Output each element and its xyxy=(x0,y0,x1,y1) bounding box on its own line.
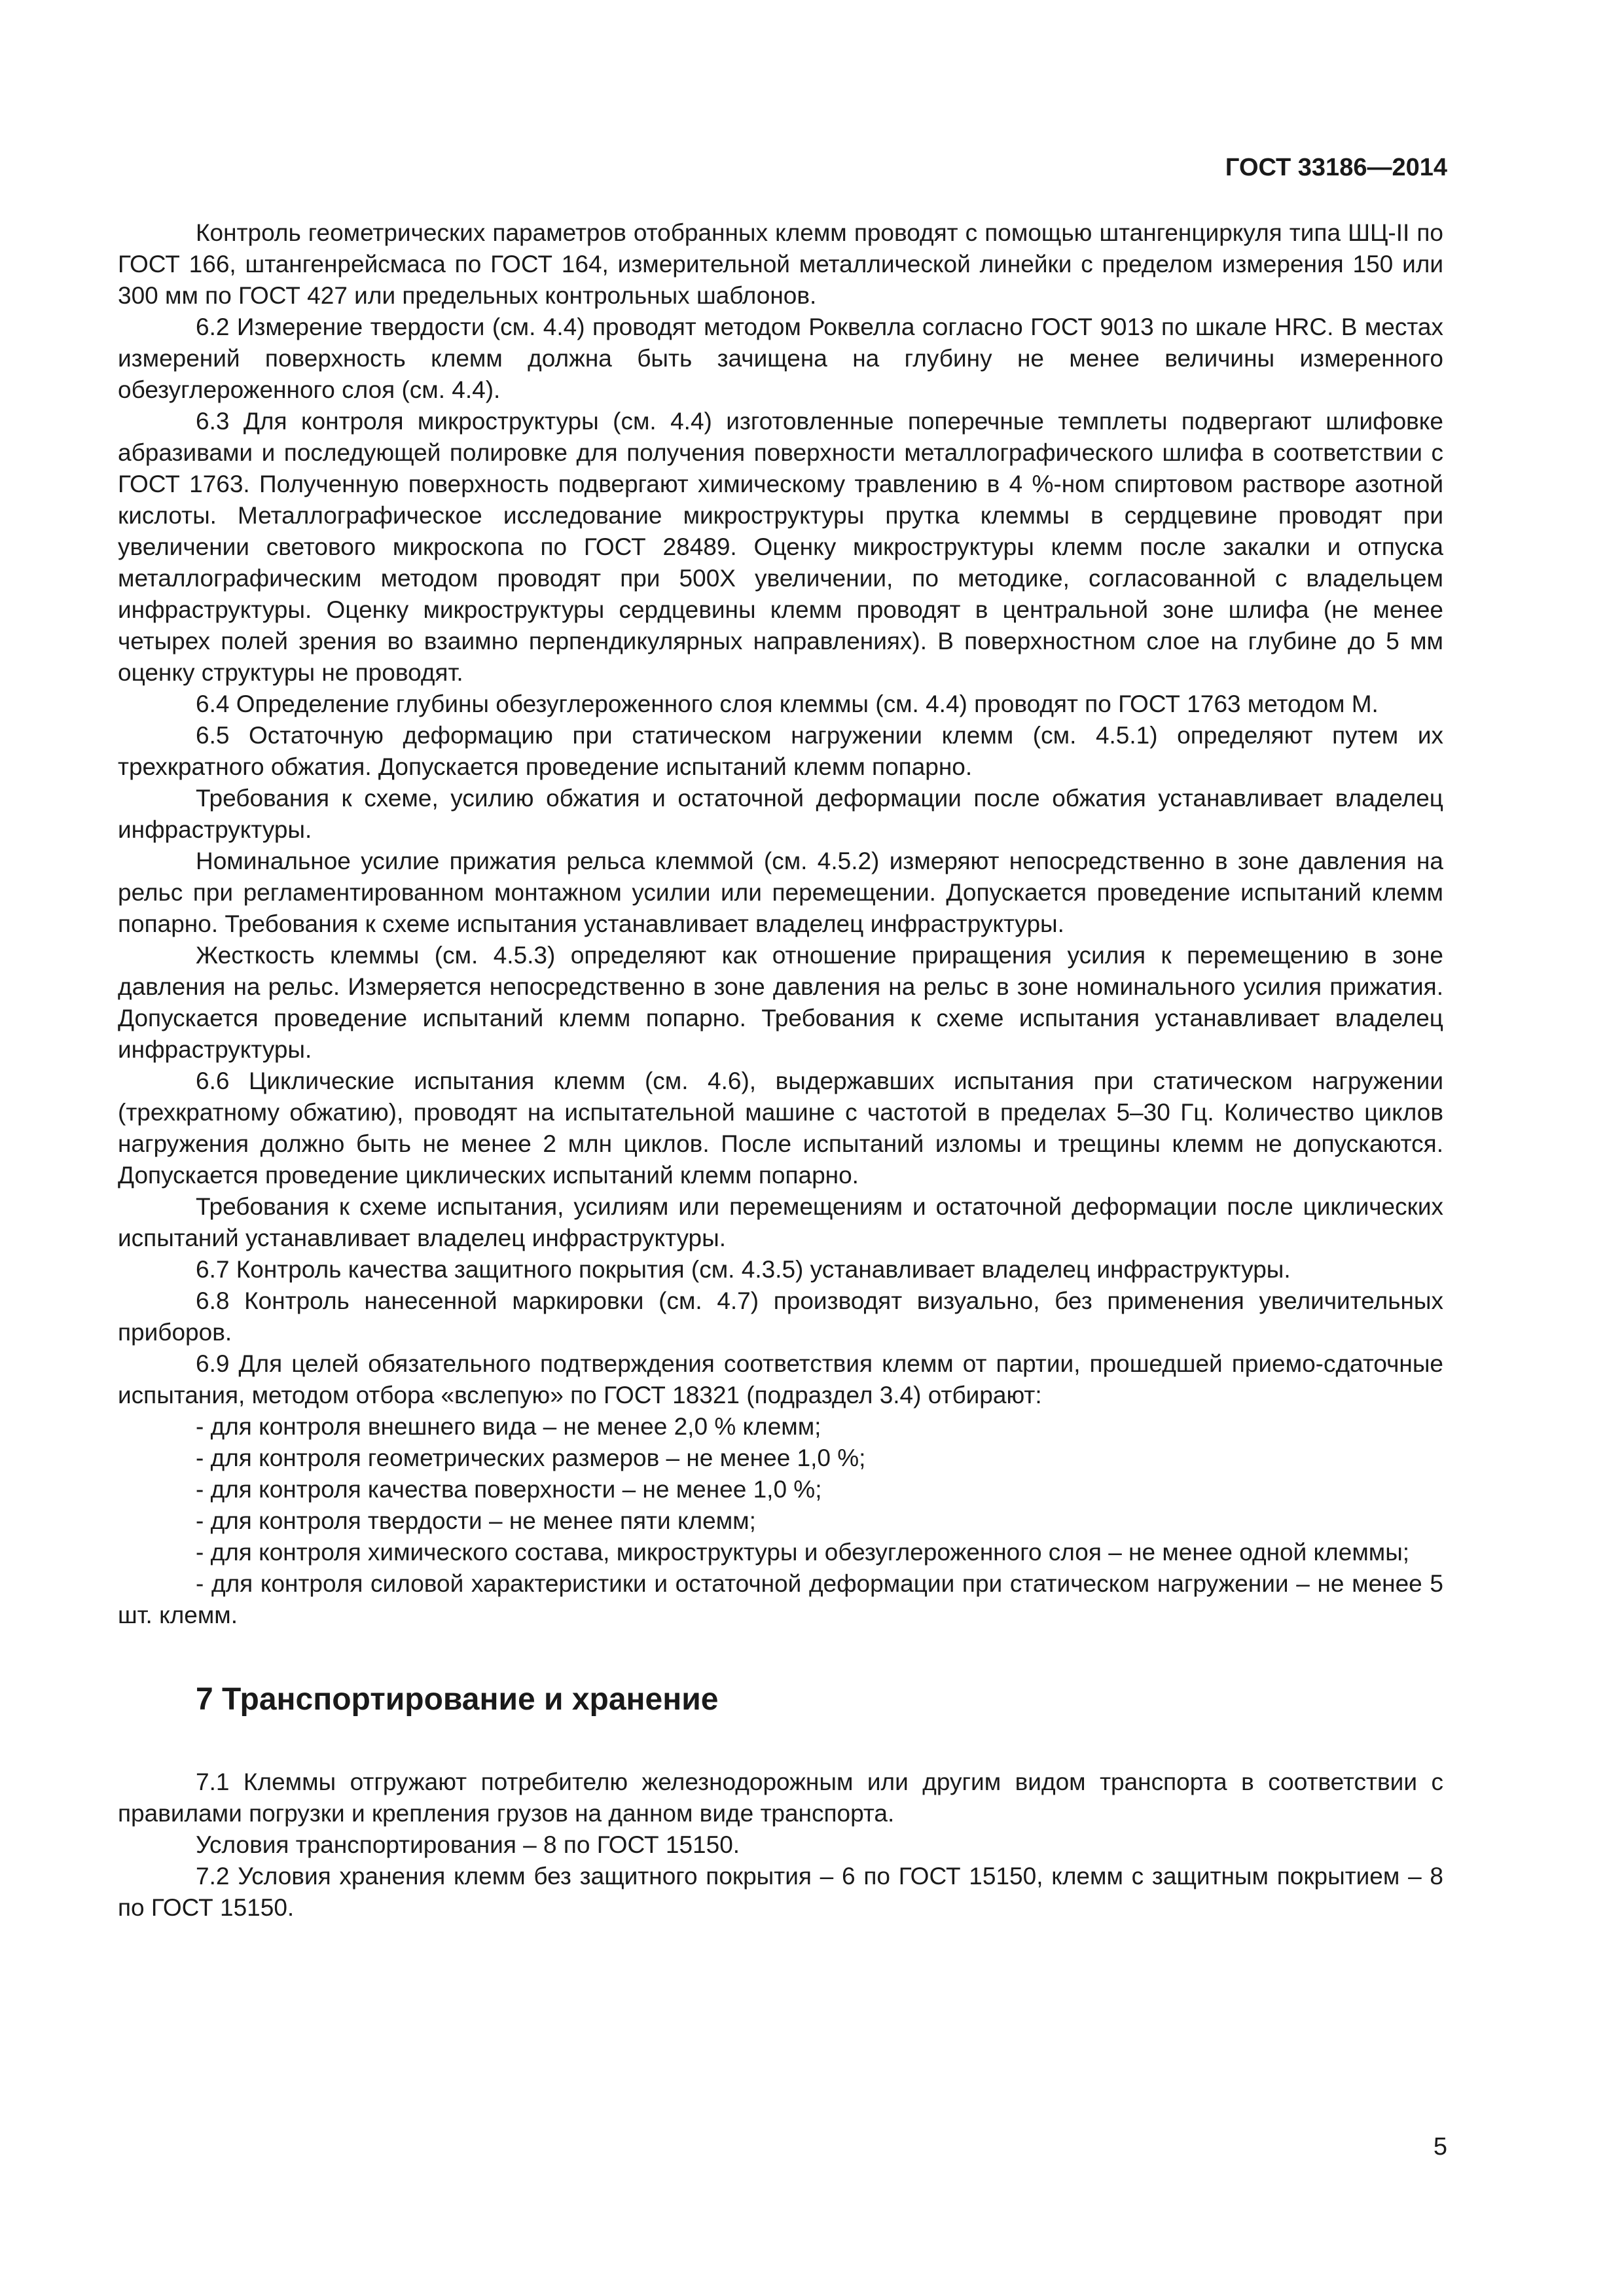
list-item-6-9: - для контроля силовой характеристики и остаточной деформации при статическом нагружении – не менее 5 шт. клемм. xyxy=(118,1570,1443,1628)
paragraph-6-6: 6.6 Циклические испытания клемм (см. 4.6), выдержавших испытания при статическом нагружении (трехкратному обжатию), проводят на испытательной машине с частотой в пределах 5–30 Гц. Количество циклов нагружения должно быть не менее 2 млн циклов. После испытаний изломы и трещины клемм не допускаются. Допускается проведение циклических испытаний клемм попарно. xyxy=(118,1067,1443,1189)
list-item-6-9: - для контроля качества поверхности – не менее 1,0 %; xyxy=(196,1476,822,1503)
page-body xyxy=(118,217,1443,1924)
paragraph-6-1-continuation: Контроль геометрических параметров отобранных клемм проводят с помощью штангенциркуля типа ШЦ-II по ГОСТ 166, штангенрейсмаса по ГОСТ 164, измерительной металлической линейки с пределом измерения 150 или 300 мм по ГОСТ 427 или предельных контрольных шаблонов. xyxy=(118,219,1443,309)
paragraph-6-5: 6.5 Остаточную деформацию при статическом нагружении клемм (см. 4.5.1) определяют путем их трехкратного обжатия. Допускается проведение испытаний клемм попарно. xyxy=(118,722,1443,780)
paragraph-6-6-requirements: Требования к схеме испытания, усилиям или перемещениям и остаточной деформации после циклических испытаний устанавливает владелец инфраструктуры. xyxy=(118,1193,1443,1251)
section-7-heading: 7 Транспортирование и хранение xyxy=(196,1682,719,1717)
paragraph-6-4: 6.4 Определение глубины обезуглероженного слоя клеммы (см. 4.4) проводят по ГОСТ 1763 методом М. xyxy=(196,691,1379,717)
list-item-6-9: - для контроля геометрических размеров – не менее 1,0 %; xyxy=(196,1444,866,1471)
list-item-6-9: - для контроля химического состава, микроструктуры и обезуглероженного слоя – не менее одной клеммы; xyxy=(196,1539,1410,1566)
paragraph-6-5-stiffness: Жесткость клеммы (см. 4.5.3) определяют как отношение приращения усилия к перемещению в зоне давления на рельс. Измеряется непосредственно в зоне давления на рельс в зоне номинального усилия прижатия. Допускается проведение испытаний клемм попарно. Требования к схеме испытания устанавливает владелец инфраструктуры. xyxy=(118,942,1443,1063)
paragraph-6-3: 6.3 Для контроля микроструктуры (см. 4.4) изготовленные поперечные темплеты подвергают шлифовке абразивами и последующей полировке для получения поверхности металлографического шлифа в соответствии с ГОСТ 1763. Полученную поверхность подвергают химическому травлению в 4 %-ном спиртовом растворе азотной кислоты. Металлографическое исследование микроструктуры прутка клеммы в сердцевине проводят при увеличении светового микроскопа по ГОСТ 28489. Оценку микроструктуры клемм после закалки и отпуска металлографическим методом проводят при 500Х увеличении, по методике, согласованной с владельцем инфраструктуры. Оценку микроструктуры сердцевины клемм проводят в центральной зоне шлифа (не менее четырех полей зрения во взаимно перпендикулярных направлениях). В поверхностном слое на глубине до 5 мм оценку структуры не проводят. xyxy=(118,408,1443,686)
paragraph-6-7: 6.7 Контроль качества защитного покрытия (см. 4.3.5) устанавливает владелец инфраструктуры. xyxy=(196,1256,1291,1283)
paragraph-6-5-requirements: Требования к схеме, усилию обжатия и остаточной деформации после обжатия устанавливает владелец инфраструктуры. xyxy=(118,785,1443,843)
paragraph-6-8: 6.8 Контроль нанесенной маркировки (см. 4.7) производят визуально, без применения увеличительных приборов. xyxy=(118,1287,1443,1346)
paragraph-6-5-nominal-force: Номинальное усилие прижатия рельса клеммой (см. 4.5.2) измеряют непосредственно в зоне давления на рельс при регламентированном монтажном усилии или перемещении. Допускается проведение испытаний клемм попарно. Требования к схеме испытания устанавливает владелец инфраструктуры. xyxy=(118,848,1443,937)
paragraph-7-2: 7.2 Условия хранения клемм без защитного покрытия – 6 по ГОСТ 15150, клемм с защитным покрытием – 8 по ГОСТ 15150. xyxy=(118,1863,1443,1921)
page-number: 5 xyxy=(1433,2133,1447,2161)
list-item-6-9: - для контроля твердости – не менее пяти клемм; xyxy=(196,1507,756,1534)
standard-code-header: ГОСТ 33186—2014 xyxy=(1225,154,1447,181)
paragraph-6-9: 6.9 Для целей обязательного подтверждения соответствия клемм от партии, прошедшей приемо-сдаточные испытания, методом отбора «вслепую» по ГОСТ 18321 (подраздел 3.4) отбирают: xyxy=(118,1350,1443,1408)
paragraph-7-1: 7.1 Клеммы отгружают потребителю железнодорожным или другим видом транспорта в соответствии с правилами погрузки и крепления грузов на данном виде транспорта. xyxy=(118,1768,1443,1827)
paragraph-6-2: 6.2 Измерение твердости (см. 4.4) проводят методом Роквелла согласно ГОСТ 9013 по шкале HRC. В местах измерений поверхность клемм должна быть зачищена на глубину не менее величины измеренного обезуглероженного слоя (см. 4.4). xyxy=(118,314,1443,403)
list-item-6-9: - для контроля внешнего вида – не менее 2,0 % клемм; xyxy=(196,1413,821,1440)
paragraph-7-1-transport-conditions: Условия транспортирования – 8 по ГОСТ 15150. xyxy=(196,1831,740,1858)
